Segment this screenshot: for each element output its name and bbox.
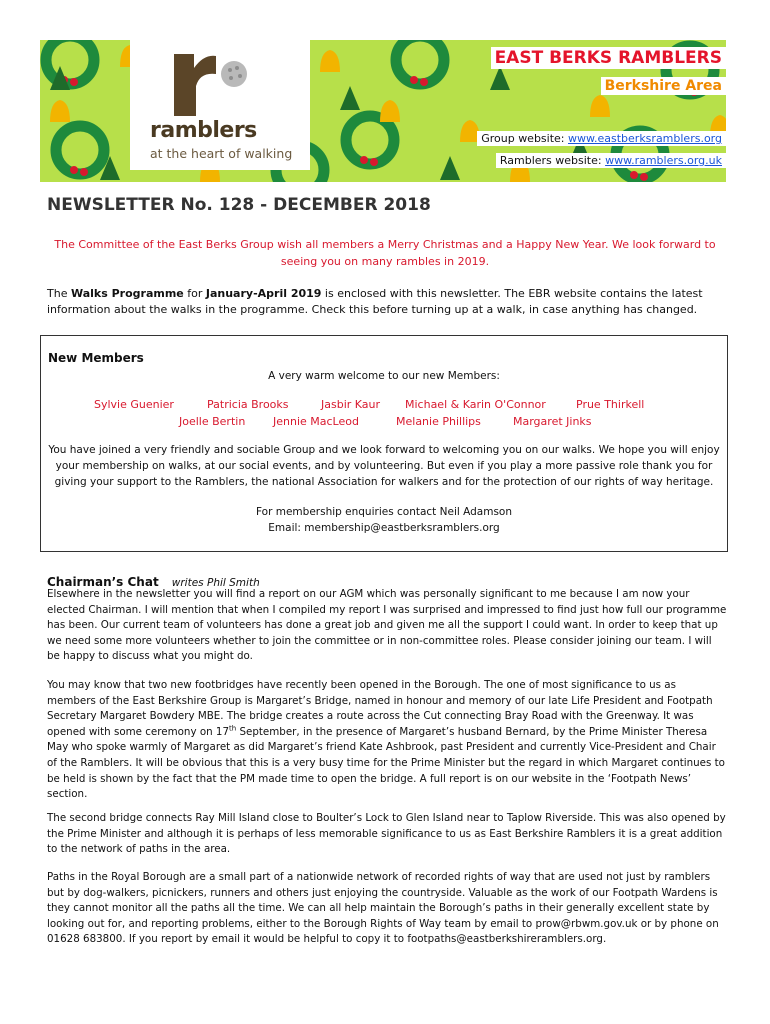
member-name: Michael & Karin O'Connor [405, 398, 546, 411]
org-area: Berkshire Area [601, 77, 726, 95]
group-website-link[interactable]: www.eastberksramblers.org [568, 132, 722, 145]
membership-contact-name: For membership enquiries contact Neil Adamson [256, 506, 512, 518]
logo-wordmark: ramblers [150, 118, 257, 143]
walks-text-2: for [183, 287, 206, 300]
logo-tagline: at the heart of walking [150, 146, 293, 161]
member-name: Patricia Brooks [207, 398, 289, 411]
group-website-label: Group website: [481, 132, 565, 145]
newsletter-title: NEWSLETTER No. 128 - DECEMBER 2018 [47, 195, 431, 215]
bell-icon [320, 50, 340, 72]
wreath-icon [56, 126, 104, 174]
berry-icon [70, 78, 78, 86]
wreath-icon [346, 116, 394, 164]
bell-icon [50, 100, 70, 122]
chairman-paragraph-1: Elsewhere in the newsletter you will find a report on our AGM which was personally significant to me because I am now your elected Chairman. I will mention that when I compiled my report I was surprised and impressed to find just how full our programme has been. Our current team of volunteers has done a great job and given me all the support I could want. In order to keep that up we need some more volunteers whether to join the committee or in non-committee roles. Please consider joining our team. I will be happy to discuss what you might do. [47, 588, 727, 663]
member-name: Joelle Bertin [179, 415, 246, 428]
header-title-panel [474, 47, 726, 179]
wreath-icon [46, 40, 94, 84]
chairmans-chat-author: writes Phil Smith [171, 577, 260, 589]
berry-icon [70, 166, 78, 174]
member-name: Prue Thirkell [576, 398, 645, 411]
para2-sup: th [229, 724, 237, 733]
new-members-title: New Members [48, 351, 144, 365]
member-name: Jasbir Kaur [321, 398, 381, 411]
walks-text-1: The [47, 287, 71, 300]
ramblers-website-line [496, 153, 726, 168]
org-name: EAST BERKS RAMBLERS [491, 47, 726, 69]
new-members-welcome: A very warm welcome to our new Members: [268, 370, 500, 382]
berry-icon [80, 168, 88, 176]
membership-contact [41, 504, 727, 536]
wreath-icon [396, 40, 444, 84]
walks-programme-paragraph [47, 286, 727, 318]
ramblers-logo [130, 40, 310, 170]
new-members-text: You have joined a very friendly and sociable Group and we look forward to welcoming you on our walks. We hope you will enjoy your membership on walks, at our social events, and by volunteering. But even if you play a more passive role thank you for giving your support to the Ramblers, the national Association for walkers and for the protection of our rights of way heritage. [48, 444, 720, 488]
walks-text-3: is enclosed with this newsletter. The EBR website contains the latest information about the walks in the programme. Check this before turning up at a walk, in case anything has changed. [47, 287, 703, 316]
christmas-greeting: The Committee of the East Berks Group wish all members a Merry Christmas and a Happy New Year. We look forward to seeing you on many rambles in 2019. [54, 238, 716, 268]
member-name: Sylvie Guenier [94, 398, 174, 411]
bell-icon [380, 100, 400, 122]
ramblers-website-label: Ramblers website: [499, 154, 602, 167]
member-name: Melanie Phillips [396, 415, 481, 428]
para2-text-b: September, in the presence of Margaret’s husband Bernard, by the Prime Minister Theresa May who spoke warmly of Margaret as did Margaret’s friend Kate Ashbrook, past President and currently Vice-President and Chair of the Ramblers. It will be obvious that this is a very busy time for the Prime Minister but the regard in which Margaret continues to be held is shown by the fact that the PM made time to open the bridge. A full report is on our website in the ‘Footpath News’ section. [47, 725, 725, 801]
group-website-line [477, 131, 726, 146]
berry-icon [420, 78, 428, 86]
member-name: Jennie MacLeod [273, 415, 359, 428]
berry-icon [360, 156, 368, 164]
chairman-paragraph-4: Paths in the Royal Borough are a small part of a nationwide network of recorded rights of way that are used not just by ramblers but by dog-walkers, picnickers, runners and others just enjoying the countryside. Valuable as the work of our Footpath Wardens is they cannot monitor all the paths all the time. We can all help maintain the Borough’s paths in their generally excellent state by looking out for, and reporting problems, either to the Borough Rights of Way team by email to prow@rbwm.gov.uk or by phone on 01628 683800. If you report by email it would be helpful to copy it to footpaths@eastberkshireramblers.org. [47, 871, 719, 946]
member-name: Margaret Jinks [513, 415, 592, 428]
ramblers-website-link[interactable]: www.ramblers.org.uk [605, 154, 722, 167]
membership-email: Email: membership@eastberksramblers.org [268, 522, 500, 534]
ramblers-r-icon [164, 50, 264, 120]
walks-programme-bold: Walks Programme [70, 287, 184, 300]
chairman-paragraph-3: The second bridge connects Ray Mill Island close to Boulter’s Lock to Glen Island near to Taplow Riverside. This was also opened by the Prime Minister and although it is perhaps of less memorable significance to us as East Berkshire Ramblers it is a great addition to the network of paths in the area. [47, 812, 726, 856]
new-members-box [40, 335, 728, 552]
para2-text-a: You may know that two new footbridges have recently been opened in the Borough. The one of most significance to us as members of the East Berkshire Group is Margaret’s Bridge, named in honour and memory of our late Life President and Footpath Secretary Margaret Bowdery MBE. The bridge creates a route across the Cut connecting Bray Road with the Greenway. It was opened with some ceremony on 17 [47, 679, 713, 738]
tree-icon [440, 156, 460, 180]
tree-icon [340, 86, 360, 110]
chairmans-chat-title: Chairman’s Chat [47, 575, 159, 589]
berry-icon [370, 158, 378, 166]
berry-icon [410, 76, 418, 84]
chairman-paragraph-2 [47, 678, 727, 803]
walks-period-bold: January-April 2019 [205, 287, 322, 300]
